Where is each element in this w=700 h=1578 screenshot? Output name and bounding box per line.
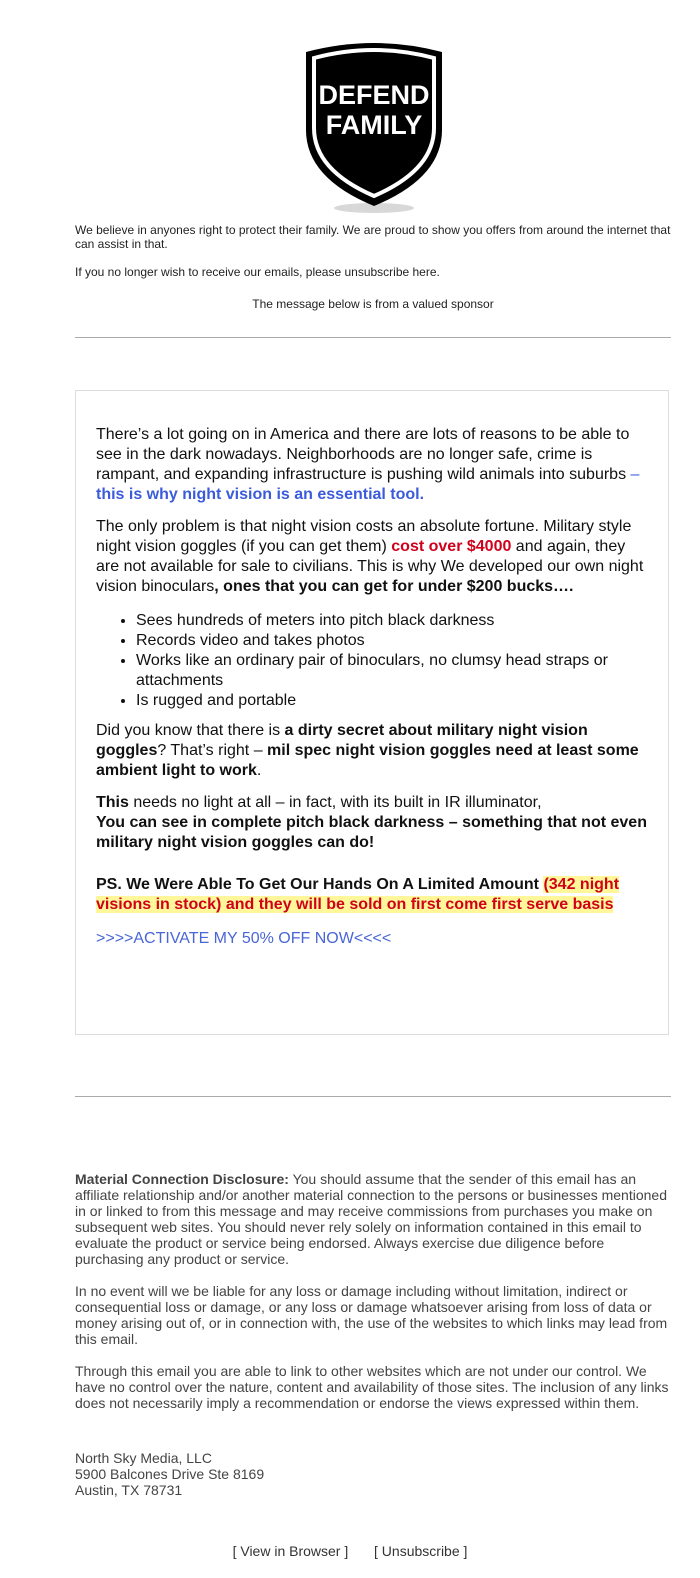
ad-paragraph-1 (96, 425, 648, 505)
ad-p3-text-a: Did you know that there is (96, 722, 285, 739)
ad-ps-bold: PS. We Were Able To Get Our Hands On A Limited Amount (96, 876, 544, 893)
address-line-3: Austin, TX 78731 (75, 1482, 183, 1498)
ad-paragraph-3 (96, 721, 648, 781)
disclosure (75, 1171, 673, 1267)
liability-text: In no event will we be liable for any loss or damage including without limitation, indirect or consequential loss or damage, or any loss or damage whatsoever arising from loss of data or money arising out of, or in connection with, the use of the websites to which links may lead from this email. (75, 1283, 668, 1347)
ad-p4-bold: This (96, 794, 129, 811)
address-line-1: North Sky Media, LLC (75, 1450, 212, 1466)
unsubscribe-note[interactable]: If you no longer wish to receive our emails, please unsubscribe here. (75, 265, 440, 279)
ad-p3-text-b: ? That’s right – (157, 742, 268, 759)
sponsor-ad-card (75, 390, 669, 1035)
address-line-2: 5900 Balcones Drive Ste 8169 (75, 1466, 265, 1482)
ad-p3-bold-1: a dirty secret about military night vision goggles (96, 722, 588, 759)
intro-text: We believe in anyones right to protect their family. We are proud to show you offers from around the internet that can assist in that. (75, 223, 671, 251)
ad-p1-bold: this is why night vision is an essential tool. (96, 486, 425, 503)
feature-item: • Is rugged and portable (136, 691, 648, 711)
logo-line-2: FAMILY (325, 110, 423, 140)
feature-item: • Records video and takes photos (136, 631, 648, 651)
ad-p2-bold: , ones that you can get for under $200 bucks…. (214, 578, 574, 595)
ad-p3-text-c: . (256, 762, 262, 779)
unsubscribe-link[interactable]: [ Unsubscribe ] (374, 1543, 468, 1559)
external-links-text: Through this email you are able to link to other websites which are not under our control. We have no control over the nature, content and availability of those sites. The inclusion of any links does not necessarily imply a recommendation or endorse the views expressed within them. (75, 1363, 669, 1411)
ad-p2-text-a: The only problem is that night vision costs an absolute fortune. Military style night vision goggles (if you can get them) (96, 518, 632, 555)
sponsor-note: The message below is from a valued sponsor (252, 297, 494, 311)
ad-p4-text: needs no light at all – in fact, with its built in IR illuminator, (128, 794, 542, 811)
ad-paragraph-4 (96, 793, 648, 853)
ad-p1-text: There’s a lot going on in America and there are lots of reasons to be able to see in the dark nowadays. Neighborhoods are no longer safe, crime is rampant, and expanding infrastructure is pushing wild animals into suburbs (96, 426, 631, 483)
ad-p3-bold-2: mil spec night vision goggles need at least some ambient light to work (96, 742, 639, 779)
feature-item: • Works like an ordinary pair of binoculars, no clumsy head straps or attachments (136, 651, 648, 691)
ad-ps-highlight: (342 night visions in stock) and they will be sold on first come first serve basis (96, 876, 620, 913)
disclosure-label: Material Connection Disclosure: (75, 1171, 289, 1187)
disclosure-text: You should assume that the sender of this email has an affiliate relationship and/or another material connection to the persons or businesses mentioned in or linked to from this message and may receive commissions from purchases you make on subsequent web sites. You should never rely solely on information contained in this email to evaluate the product or service being endorsed. Always exercise due diligence before purchasing any product or service. (75, 1171, 667, 1267)
divider-top (75, 337, 671, 338)
ad-ps (96, 875, 648, 915)
sender-address (75, 1450, 264, 1498)
divider-bottom (75, 1096, 671, 1097)
ad-paragraph-2 (96, 517, 648, 597)
logo-line-1: DEFEND (318, 80, 430, 110)
feature-list (96, 611, 648, 711)
defend-family-logo (296, 38, 452, 214)
footer-disclaimers (75, 1171, 673, 1427)
view-in-browser-link[interactable]: [ View in Browser ] (232, 1543, 349, 1559)
footer-links (0, 1543, 700, 1559)
ad-p2-text-b: and again, they are not available for sale to civilians. This is why We developed our own night vision binoculars (96, 538, 644, 595)
ad-p4-bold-2: You can see in complete pitch black darkness – something that not even military night vision goggles can do! (96, 814, 647, 851)
ad-p1-dash: – (630, 466, 640, 483)
activate-offer-link[interactable]: >>>>ACTIVATE MY 50% OFF NOW<<<< (96, 930, 392, 947)
feature-item: • Sees hundreds of meters into pitch black darkness (136, 611, 648, 631)
ad-p2-price: cost over $4000 (391, 538, 512, 555)
